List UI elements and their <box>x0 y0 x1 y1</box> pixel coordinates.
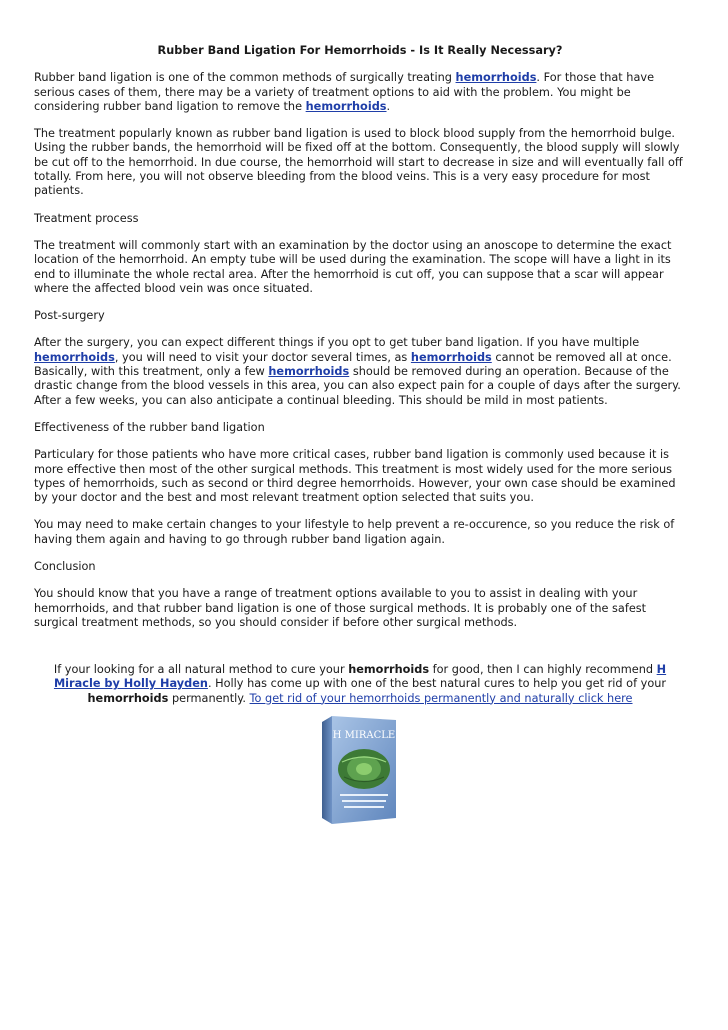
h-miracle-link[interactable]: H Miracle by Holly Hayden <box>53 663 667 691</box>
book-cover-graphic <box>318 714 400 828</box>
recommendation-block <box>34 663 686 706</box>
book-title-text: H MIRACLE <box>332 730 396 741</box>
section-heading-post-surgery: Post-surgery <box>34 309 105 323</box>
article <box>34 44 686 643</box>
hemorrhoids-link[interactable]: hemorrhoids <box>268 365 350 379</box>
section-heading-conclusion: Conclusion <box>34 560 96 574</box>
text: . <box>386 99 391 113</box>
text: . Holly has come up with one of the best natural cures to help you get rid of your <box>207 677 667 691</box>
bold-keyword: hemorrhoids <box>87 691 169 705</box>
hemorrhoids-link[interactable]: hemorrhoids <box>455 71 537 85</box>
text: , you will need to visit your doctor several times, as <box>114 350 411 364</box>
process-paragraph: The treatment will commonly start with an examination by the doctor using an anoscope to determine the exact location of the hemorrhoid. An empty tube will be used during the examination. The scope will have a light in its end to illuminate the whole rectal area. After the hemorrhoid is cut off, you can suppose that a scar will appear where the affected blood vein was once situated. <box>34 238 672 295</box>
text: . For those that have serious cases of them, there may be a variety of treatment options to aid with the problem. You might be considering rubber band ligation to remove the <box>34 71 655 113</box>
article-title: Rubber Band Ligation For Hemorrhoids - Is It Really Necessary? <box>157 44 563 57</box>
treatment-paragraph: The treatment popularly known as rubber band ligation is used to block blood supply from the hemorrhoid bulge. Using the rubber bands, the hemorrhoid will be fixed off at the bottom. Consequently, the blood supply will slowly be cut off to the hemorrhoid. In due course, the hemorrhoid will start to decrease in size and will eventually fall off totally. From here, you will not observe bleeding from the blood veins. This is a very easy procedure for most patients. <box>34 127 683 198</box>
section-heading-process: Treatment process <box>34 211 139 225</box>
text: If your looking for a all natural method to cure your <box>53 663 349 676</box>
conclusion-paragraph: You should know that you have a range of treatment options available to you to assist in dealing with your hemorrhoids, and that rubber band ligation is one of those surgical methods. It is probably one of the safest surgical treatment methods, so you should consider if before other surgical methods. <box>34 587 647 629</box>
hemorrhoids-link[interactable]: hemorrhoids <box>410 350 492 364</box>
intro-paragraph <box>34 71 686 114</box>
effectiveness-paragraph: Particulary for those patients who have more critical cases, rubber band ligation is commonly used because it is more effective then most of the other surgical methods. This treatment is most widely used for the more serious types of hemorrhoids, such as second or third degree hemorrhoids. However, your own case should be examined by your doctor and the best and most relevant treatment option selected that suits you. <box>34 448 676 505</box>
text: for good, then I can highly recommend <box>429 663 657 676</box>
plant-illustration <box>338 749 390 789</box>
text: After the surgery, you can expect different things if you opt to get tuber band ligation. If you have multiple <box>34 336 640 350</box>
text: permanently. <box>168 691 250 705</box>
text: cannot be removed all at once. Basically, with this treatment, only a few <box>34 350 672 379</box>
hemorrhoids-link[interactable]: hemorrhoids <box>34 350 115 364</box>
post-surgery-paragraph <box>34 336 686 407</box>
text: should be removed during an operation. Because of the drastic change from the blood vessels in this area, you can also expect pain for a couple of days after the surgery. After a few weeks, you can also anticipate a continual bleeding. This should be mild in most patients. <box>34 365 681 407</box>
section-heading-effectiveness: Effectiveness of the rubber band ligation <box>34 420 265 434</box>
text: Rubber band ligation is one of the common methods of surgically treating <box>34 71 456 85</box>
h-miracle-book-image[interactable] <box>318 714 400 828</box>
lifestyle-paragraph: You may need to make certain changes to your lifestyle to help prevent a re-occurence, so you reduce the risk of having them again and having to go through rubber band ligation again. <box>34 518 675 546</box>
click-here-link[interactable]: To get rid of your hemorrhoids permanently and naturally click here <box>249 691 633 705</box>
hemorrhoids-link[interactable]: hemorrhoids <box>305 99 387 113</box>
bold-keyword: hemorrhoids <box>348 663 430 676</box>
